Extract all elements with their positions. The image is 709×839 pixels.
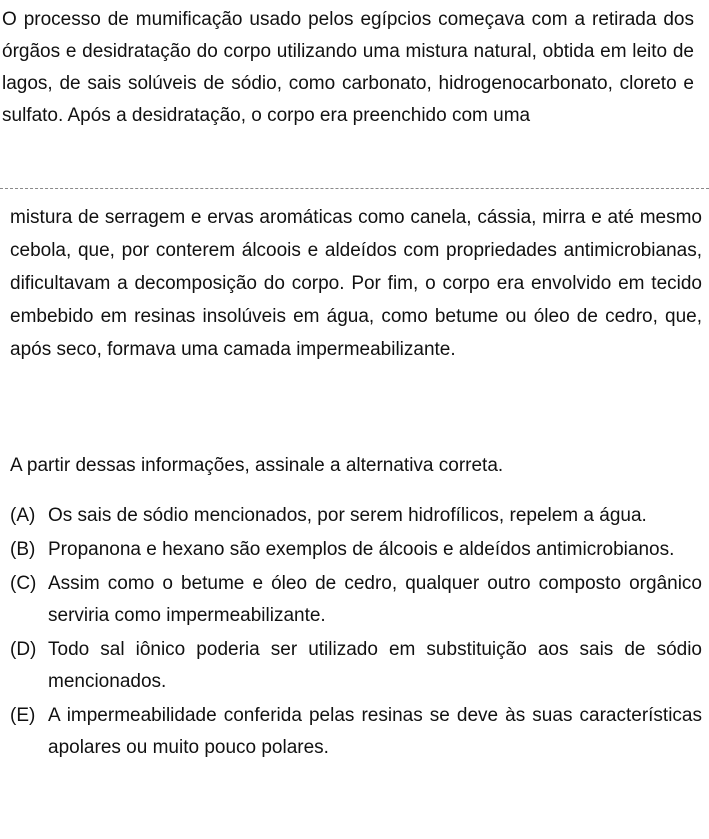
option-text: Assim como o betume e óleo de cedro, qualquer outro composto orgânico serviria como impermeabilizante. [48,573,702,626]
option-text: Os sais de sódio mencionados, por serem hidrofílicos, repelem a água. [48,505,647,526]
option-a[interactable] [10,500,702,532]
passage-part-2: mistura de serragem e ervas aromáticas como canela, cássia, mirra e até mesmo cebola, que, por conterem álcoois e aldeídos com propriedades antimicrobianas, dificultavam a decomposição do corpo. Por fim, o corpo era envolvido em tecido embebido em resinas insolúveis em água, como betume ou óleo de cedro, que, após seco, formava uma camada impermeabilizante. [10,207,702,360]
option-c[interactable] [10,568,702,632]
page-break-divider [0,188,709,189]
option-e[interactable] [10,700,702,764]
option-text: A impermeabilidade conferida pelas resinas se deve às suas características apolares ou muito pouco polares. [48,705,702,758]
option-b[interactable] [10,534,702,566]
option-text: Propanona e hexano são exemplos de álcoois e aldeídos antimicrobianos. [48,539,675,560]
passage-part-1: O processo de mumificação usado pelos egípcios começava com a retirada dos órgãos e desidratação do corpo utilizando uma mistura natural, obtida em leito de lagos, de sais solúveis de sódio, como carbonato, hidrogenocarbonato, cloreto e sulfato. Após a desidratação, o corpo era preenchido com uma [2,9,694,126]
option-text: Todo sal iônico poderia ser utilizado em substituição aos sais de sódio mencionados. [48,639,702,692]
option-letter: (C) [10,573,37,594]
option-letter: (B) [10,539,36,560]
option-letter: (A) [10,505,36,526]
option-d[interactable] [10,634,702,698]
answer-options [10,500,702,766]
option-letter: (D) [10,639,37,660]
option-letter: (E) [10,705,36,726]
question-prompt: A partir dessas informações, assinale a alternativa correta. [10,455,504,476]
